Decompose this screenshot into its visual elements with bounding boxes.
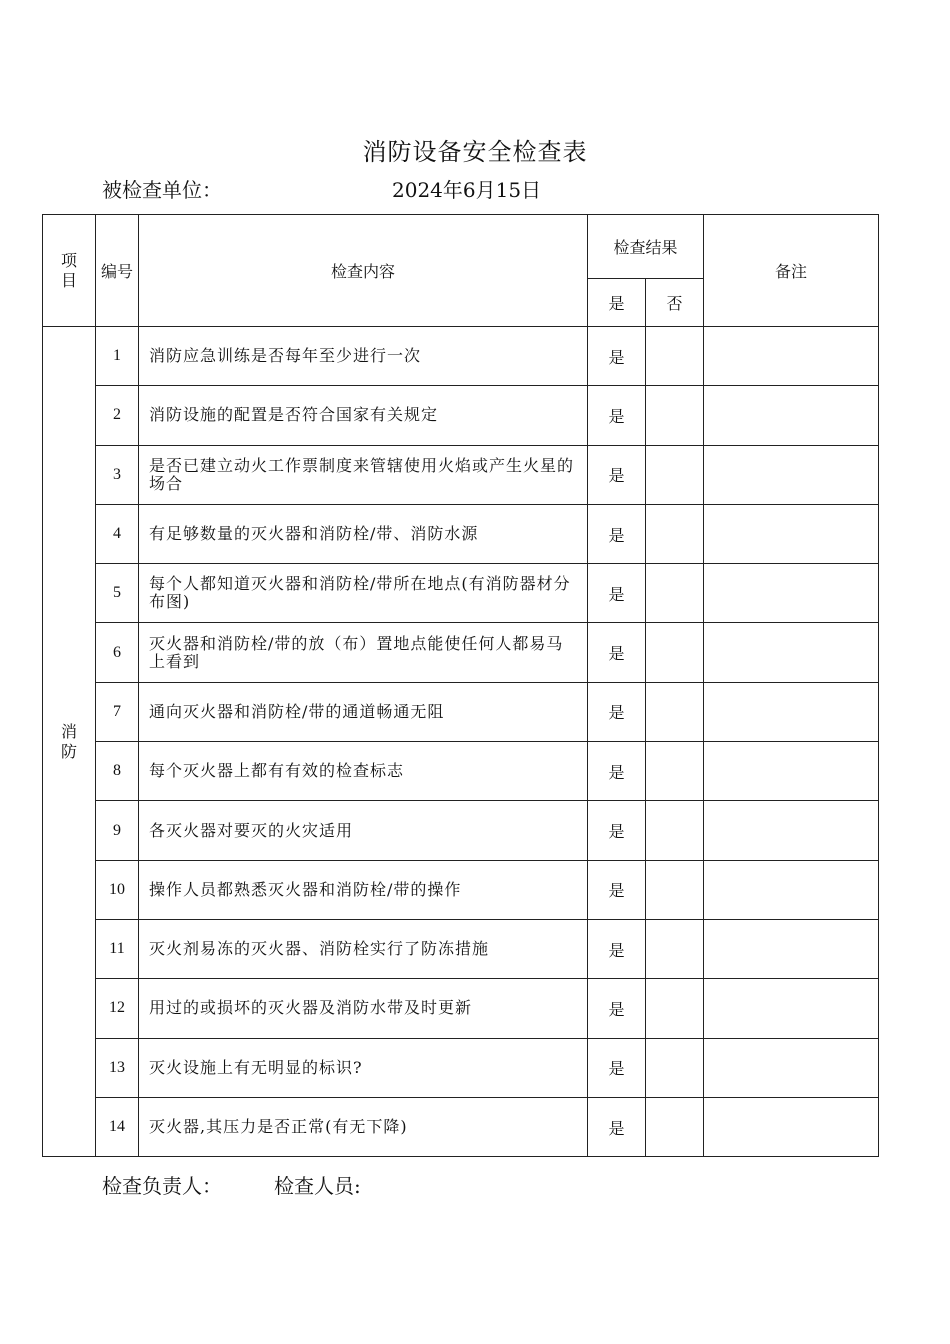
- remark-cell: [704, 386, 879, 445]
- item-number: 2: [96, 386, 139, 445]
- item-content: 是否已建立动火工作票制度来管辖使用火焰或产生火星的场合: [139, 445, 588, 504]
- result-no: [646, 386, 704, 445]
- item-content: 通向灭火器和消防栓/带的通道畅通无阻: [139, 682, 588, 741]
- table-row: [43, 564, 879, 623]
- item-number: 13: [96, 1038, 139, 1097]
- result-yes: 是: [588, 919, 646, 978]
- result-no: [646, 801, 704, 860]
- table-row: [43, 682, 879, 741]
- remark-cell: [704, 860, 879, 919]
- result-no: [646, 445, 704, 504]
- result-no: [646, 742, 704, 801]
- item-content: 有足够数量的灭火器和消防栓/带、消防水源: [139, 504, 588, 563]
- result-yes: 是: [588, 860, 646, 919]
- remark-cell: [704, 445, 879, 504]
- header-no: 否: [646, 279, 704, 327]
- result-yes: 是: [588, 801, 646, 860]
- result-yes: 是: [588, 564, 646, 623]
- responsible-person-label: 检查负责人：: [102, 1174, 222, 1198]
- header-result: 检查结果: [588, 215, 704, 279]
- item-content: 各灭火器对要灭的火灾适用: [139, 801, 588, 860]
- result-yes: 是: [588, 1038, 646, 1097]
- result-no: [646, 682, 704, 741]
- remark-cell: [704, 919, 879, 978]
- item-content: 消防设施的配置是否符合国家有关规定: [139, 386, 588, 445]
- item-content: 灭火剂易冻的灭火器、消防栓实行了防冻措施: [139, 919, 588, 978]
- header-remark: 备注: [704, 215, 879, 327]
- result-no: [646, 564, 704, 623]
- category-cell: [43, 327, 96, 1157]
- item-number: 7: [96, 682, 139, 741]
- table-row: [43, 801, 879, 860]
- page-title: 消防设备安全检查表: [362, 138, 588, 166]
- result-yes: 是: [588, 623, 646, 682]
- header-yes: 是: [588, 279, 646, 327]
- remark-cell: [704, 623, 879, 682]
- item-content: 操作人员都熟悉灭火器和消防栓/带的操作: [139, 860, 588, 919]
- table-row: [43, 860, 879, 919]
- item-number: 6: [96, 623, 139, 682]
- table-row: [43, 1038, 879, 1097]
- item-number: 3: [96, 445, 139, 504]
- item-content: 每个灭火器上都有有效的检查标志: [139, 742, 588, 801]
- result-yes: 是: [588, 742, 646, 801]
- item-number: 12: [96, 979, 139, 1038]
- result-yes: 是: [588, 327, 646, 386]
- remark-cell: [704, 564, 879, 623]
- item-number: 5: [96, 564, 139, 623]
- header-content: 检查内容: [139, 215, 588, 327]
- result-yes: 是: [588, 504, 646, 563]
- item-content: 灭火器,其压力是否正常(有无下降): [139, 1097, 588, 1156]
- item-number: 8: [96, 742, 139, 801]
- remark-cell: [704, 801, 879, 860]
- table-row: [43, 504, 879, 563]
- item-number: 4: [96, 504, 139, 563]
- table-row: [43, 979, 879, 1038]
- item-number: 9: [96, 801, 139, 860]
- result-yes: 是: [588, 445, 646, 504]
- item-content: 灭火器和消防栓/带的放（布）置地点能使任何人都易马上看到: [139, 623, 588, 682]
- category-text: 消 防: [60, 721, 77, 761]
- result-no: [646, 504, 704, 563]
- remark-cell: [704, 682, 879, 741]
- item-content: 每个人都知道灭火器和消防栓/带所在地点(有消防器材分布图): [139, 564, 588, 623]
- table-row: [43, 919, 879, 978]
- item-content: 用过的或损坏的灭火器及消防水带及时更新: [139, 979, 588, 1038]
- header-number: 编号: [96, 215, 139, 327]
- result-no: [646, 860, 704, 919]
- result-no: [646, 327, 704, 386]
- table-row: [43, 1097, 879, 1156]
- item-content: 消防应急训练是否每年至少进行一次: [139, 327, 588, 386]
- result-yes: 是: [588, 1097, 646, 1156]
- result-yes: 是: [588, 979, 646, 1038]
- table-row: [43, 623, 879, 682]
- header-item-text: 项 目: [60, 250, 77, 290]
- result-yes: 是: [588, 682, 646, 741]
- result-no: [646, 919, 704, 978]
- table-row: [43, 327, 879, 386]
- inspector-label: 检查人员:: [274, 1174, 361, 1198]
- item-number: 10: [96, 860, 139, 919]
- item-number: 11: [96, 919, 139, 978]
- result-no: [646, 623, 704, 682]
- table-row: [43, 386, 879, 445]
- header-item: [43, 215, 96, 327]
- header-row: [43, 215, 879, 279]
- item-number: 14: [96, 1097, 139, 1156]
- result-no: [646, 1038, 704, 1097]
- inspected-unit-label: 被检查单位：: [102, 178, 222, 202]
- remark-cell: [704, 504, 879, 563]
- table-row: [43, 445, 879, 504]
- item-number: 1: [96, 327, 139, 386]
- remark-cell: [704, 742, 879, 801]
- inspection-date: 2024年6月15日: [392, 178, 542, 202]
- result-yes: 是: [588, 386, 646, 445]
- remark-cell: [704, 327, 879, 386]
- table-row: [43, 742, 879, 801]
- remark-cell: [704, 1038, 879, 1097]
- result-no: [646, 1097, 704, 1156]
- result-no: [646, 979, 704, 1038]
- remark-cell: [704, 979, 879, 1038]
- inspection-table: [42, 214, 879, 1157]
- remark-cell: [704, 1097, 879, 1156]
- item-content: 灭火设施上有无明显的标识?: [139, 1038, 588, 1097]
